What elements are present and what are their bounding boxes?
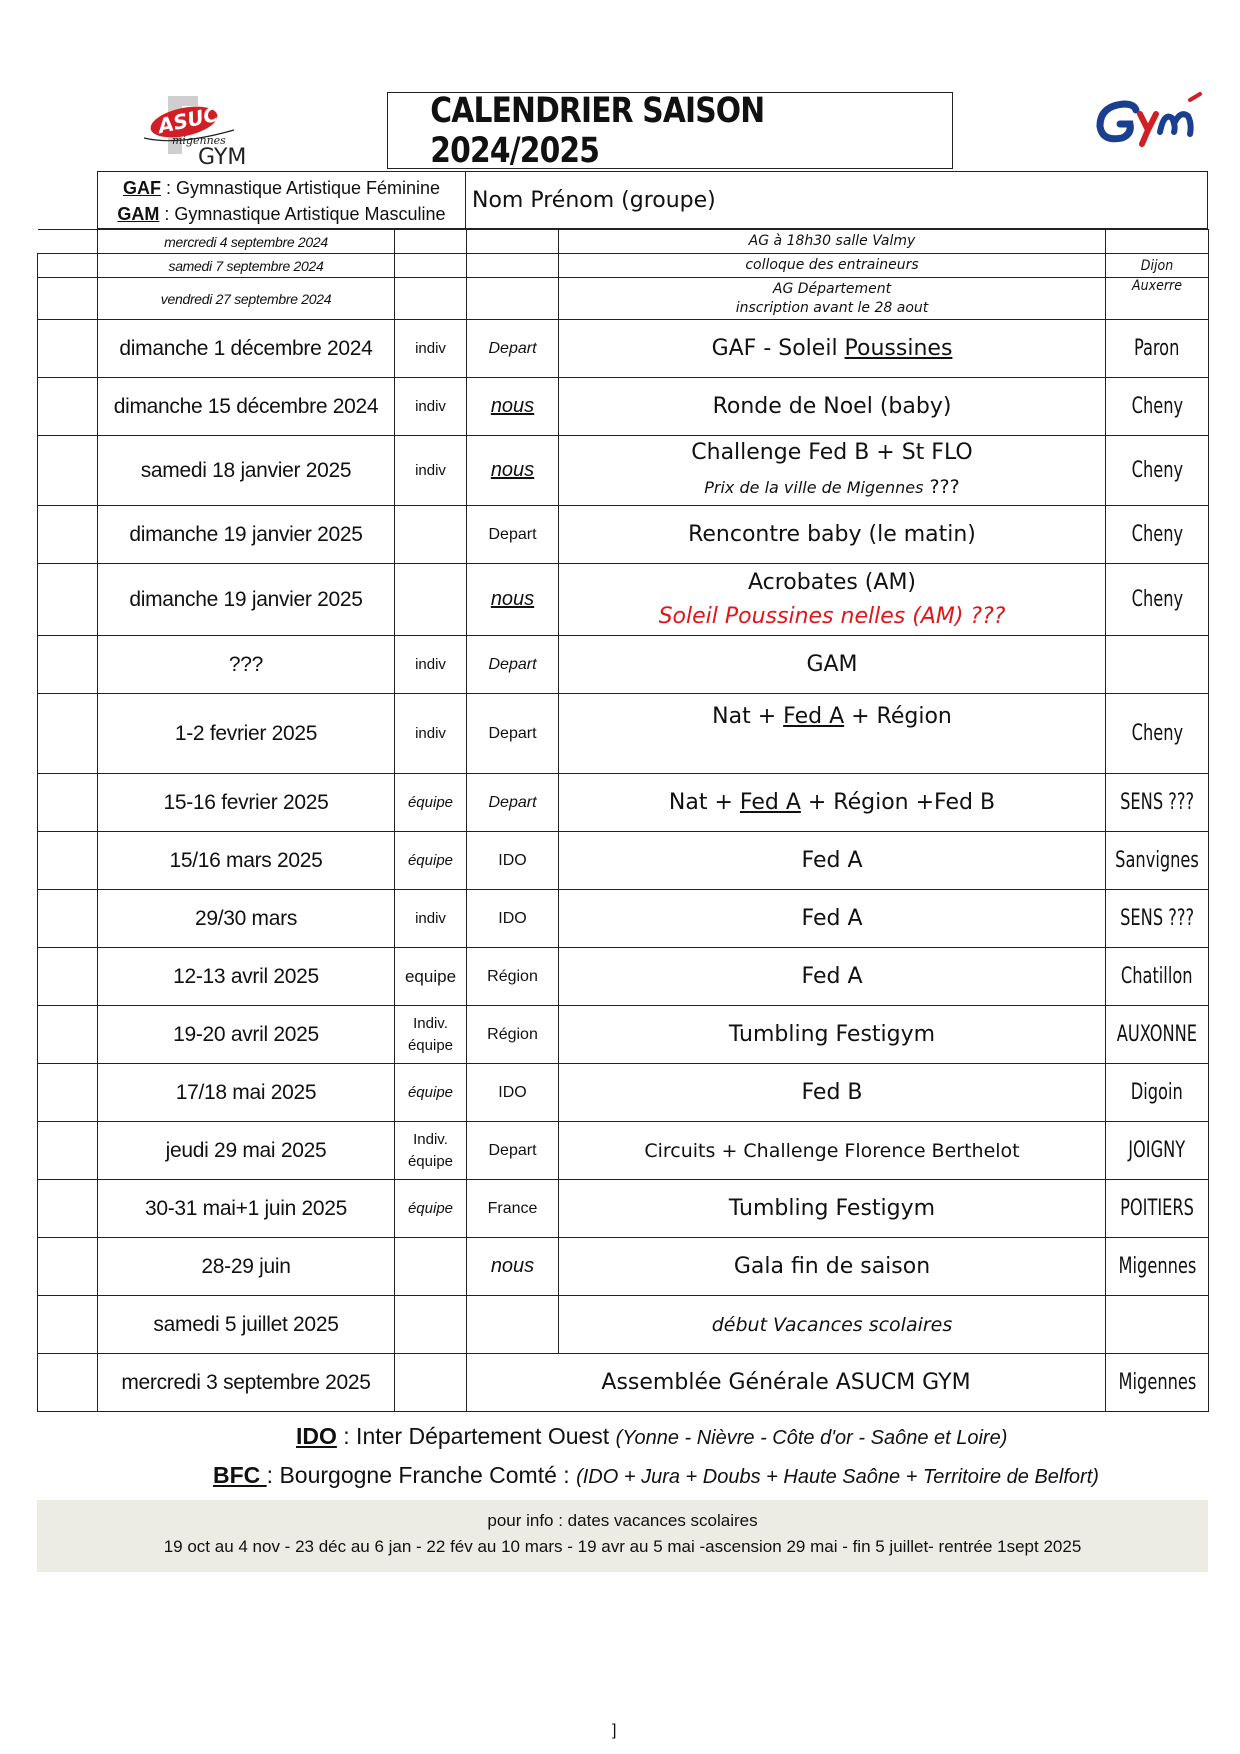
table-row [38, 320, 1209, 378]
row-event: colloque des entraineurs [559, 254, 1106, 278]
table-row [38, 1006, 1209, 1064]
row-type: équipe [395, 774, 467, 832]
row-type: indiv [395, 378, 467, 436]
calendar-table [37, 229, 1209, 1412]
row-event: Fed B [559, 1064, 1106, 1122]
row-date: dimanche 19 janvier 2025 [98, 564, 395, 636]
row-event: Fed A [559, 948, 1106, 1006]
row-date: 12-13 avril 2025 [98, 948, 395, 1006]
row-event: Fed A [559, 890, 1106, 948]
row-who: Depart [467, 1122, 559, 1180]
row-who: Région [467, 948, 559, 1006]
discipline-legend [97, 171, 465, 229]
page-mark: ] [612, 1722, 617, 1739]
row-place [1106, 230, 1209, 254]
row-type: équipe [395, 1064, 467, 1122]
row-who: nous [467, 564, 559, 636]
row-date: 15/16 mars 2025 [98, 832, 395, 890]
table-row [38, 1180, 1209, 1238]
row-who: Région [467, 1006, 559, 1064]
row-date: dimanche 15 décembre 2024 [98, 378, 395, 436]
row-event: GAM [559, 636, 1106, 694]
table-row [38, 254, 1209, 278]
row-who: Depart [467, 506, 559, 564]
row-type [395, 278, 467, 320]
row-event: Acrobates (AM) Soleil Poussines nelles (AM) ??? [559, 564, 1106, 636]
svg-text:GYM: GYM [198, 145, 247, 170]
club-logo [138, 92, 256, 172]
table-row [38, 774, 1209, 832]
row-date: samedi 7 septembre 2024 [98, 254, 395, 278]
row-type: équipe [395, 1180, 467, 1238]
svg-text:ASUC: ASUC [155, 102, 221, 139]
row-place: Digoin [1106, 1064, 1209, 1122]
row-who: IDO [467, 832, 559, 890]
row-date: 17/18 mai 2025 [98, 1064, 395, 1122]
row-date: 19-20 avril 2025 [98, 1006, 395, 1064]
row-date: dimanche 1 décembre 2024 [98, 320, 395, 378]
row-who: Depart [467, 636, 559, 694]
row-event: Ronde de Noel (baby) [559, 378, 1106, 436]
row-place: AUXONNE [1106, 1006, 1209, 1064]
table-row [38, 1064, 1209, 1122]
row-who [467, 1296, 559, 1354]
row-type [395, 506, 467, 564]
federation-logo [1094, 92, 1206, 150]
row-who [467, 230, 559, 254]
row-event: Fed A [559, 832, 1106, 890]
row-place: Migennes [1106, 1238, 1209, 1296]
row-type [395, 1238, 467, 1296]
row-event: Challenge Fed B + St FLO Prix de la ville de Migennes ??? [559, 436, 1106, 506]
row-event: AG Département inscription avant le 28 aout [559, 278, 1106, 320]
row-place: Cheny [1106, 378, 1209, 436]
row-type: indiv [395, 694, 467, 774]
row-date: vendredi 27 septembre 2024 [98, 278, 395, 320]
legend-gaf: GAF : Gymnastique Artistique Féminine [122, 178, 441, 198]
row-type: équipe [395, 832, 467, 890]
row-place: JOIGNY [1106, 1122, 1209, 1180]
row-place: SENS ??? [1106, 890, 1209, 948]
row-event: Circuits + Challenge Florence Berthelot [559, 1122, 1106, 1180]
row-event: Assemblée Générale ASUCM GYM [467, 1354, 1106, 1412]
row-event: début Vacances scolaires [559, 1296, 1106, 1354]
row-place [1106, 1296, 1209, 1354]
bfc-definition: BFC : Bourgogne Franche Comté : (IDO + Jura + Doubs + Haute Saône + Territoire de Belfort) [213, 1462, 1099, 1488]
row-place: Auxerre [1106, 278, 1209, 320]
row-who: Depart [467, 320, 559, 378]
row-event: Tumbling Festigym [559, 1180, 1106, 1238]
table-row [38, 1296, 1209, 1354]
row-date: 15-16 fevrier 2025 [98, 774, 395, 832]
row-who: France [467, 1180, 559, 1238]
row-who: Depart [467, 694, 559, 774]
row-place: Chatillon [1106, 948, 1209, 1006]
info-title: pour info : dates vacances scolaires [487, 1511, 758, 1530]
row-place: Cheny [1106, 694, 1209, 774]
row-who [467, 254, 559, 278]
table-row [38, 564, 1209, 636]
row-date: mercredi 3 septembre 2025 [98, 1354, 395, 1412]
row-type: indiv [395, 636, 467, 694]
row-type [395, 1354, 467, 1412]
row-type: Indiv. équipe [395, 1006, 467, 1064]
row-type: indiv [395, 436, 467, 506]
row-type: indiv [395, 890, 467, 948]
row-date: samedi 18 janvier 2025 [98, 436, 395, 506]
row-date: dimanche 19 janvier 2025 [98, 506, 395, 564]
row-place: POITIERS [1106, 1180, 1209, 1238]
row-date: jeudi 29 mai 2025 [98, 1122, 395, 1180]
row-place: Cheny [1106, 564, 1209, 636]
svg-text:migennes: migennes [172, 134, 226, 147]
table-row [38, 278, 1209, 320]
row-date: 30-31 mai+1 juin 2025 [98, 1180, 395, 1238]
table-row [38, 230, 1209, 254]
table-row [38, 636, 1209, 694]
row-place: Migennes [1106, 1354, 1209, 1412]
row-event: Nat + Fed A + Région +Fed B [559, 774, 1106, 832]
row-event: GAF - Soleil Poussines [559, 320, 1106, 378]
row-type [395, 230, 467, 254]
table-row [38, 1122, 1209, 1180]
row-place: Cheny [1106, 436, 1209, 506]
row-type: equipe [395, 948, 467, 1006]
row-event: Nat + Fed A + Région [559, 694, 1106, 774]
row-date: 28-29 juin [98, 1238, 395, 1296]
row-place: Sanvignes [1106, 832, 1209, 890]
table-row [38, 832, 1209, 890]
row-place: Paron [1106, 320, 1209, 378]
row-who: nous [467, 1238, 559, 1296]
row-who: IDO [467, 890, 559, 948]
name-field-label: Nom Prénom (groupe) [465, 171, 1208, 229]
row-type: Indiv. équipe [395, 1122, 467, 1180]
row-type [395, 564, 467, 636]
row-event: Gala fin de saison [559, 1238, 1106, 1296]
row-who: nous [467, 436, 559, 506]
row-date: 1-2 fevrier 2025 [98, 694, 395, 774]
row-who: nous [467, 378, 559, 436]
row-place [1106, 636, 1209, 694]
row-place: Dijon [1106, 254, 1209, 278]
row-date: mercredi 4 septembre 2024 [98, 230, 395, 254]
row-who: Depart [467, 774, 559, 832]
table-row [38, 694, 1209, 774]
row-date: samedi 5 juillet 2025 [98, 1296, 395, 1354]
page-title: CALENDRIER SAISON 2024/2025 [387, 92, 953, 169]
row-type [395, 1296, 467, 1354]
legend-gam: GAM : Gymnastique Artistique Masculine [117, 204, 446, 224]
row-type [395, 254, 467, 278]
row-event: Rencontre baby (le matin) [559, 506, 1106, 564]
table-row [38, 436, 1209, 506]
row-date: ??? [98, 636, 395, 694]
row-place: Cheny [1106, 506, 1209, 564]
table-row [38, 948, 1209, 1006]
ido-definition: IDO : Inter Département Ouest (Yonne - Nièvre - Côte d'or - Saône et Loire) [296, 1423, 1008, 1449]
table-row [38, 506, 1209, 564]
row-who: IDO [467, 1064, 559, 1122]
row-who [467, 278, 559, 320]
table-row [38, 378, 1209, 436]
school-holidays-info [37, 1500, 1208, 1572]
table-row [38, 1354, 1209, 1412]
row-type: indiv [395, 320, 467, 378]
row-event: Tumbling Festigym [559, 1006, 1106, 1064]
row-place: SENS ??? [1106, 774, 1209, 832]
row-event: AG à 18h30 salle Valmy [559, 230, 1106, 254]
info-dates: 19 oct au 4 nov - 23 déc au 6 jan - 22 fév au 10 mars - 19 avr au 5 mai -ascension 29 mai - fin 5 juillet- rentrée 1sept 2025 [163, 1537, 1082, 1556]
table-row [38, 890, 1209, 948]
table-row [38, 1238, 1209, 1296]
row-date: 29/30 mars [98, 890, 395, 948]
